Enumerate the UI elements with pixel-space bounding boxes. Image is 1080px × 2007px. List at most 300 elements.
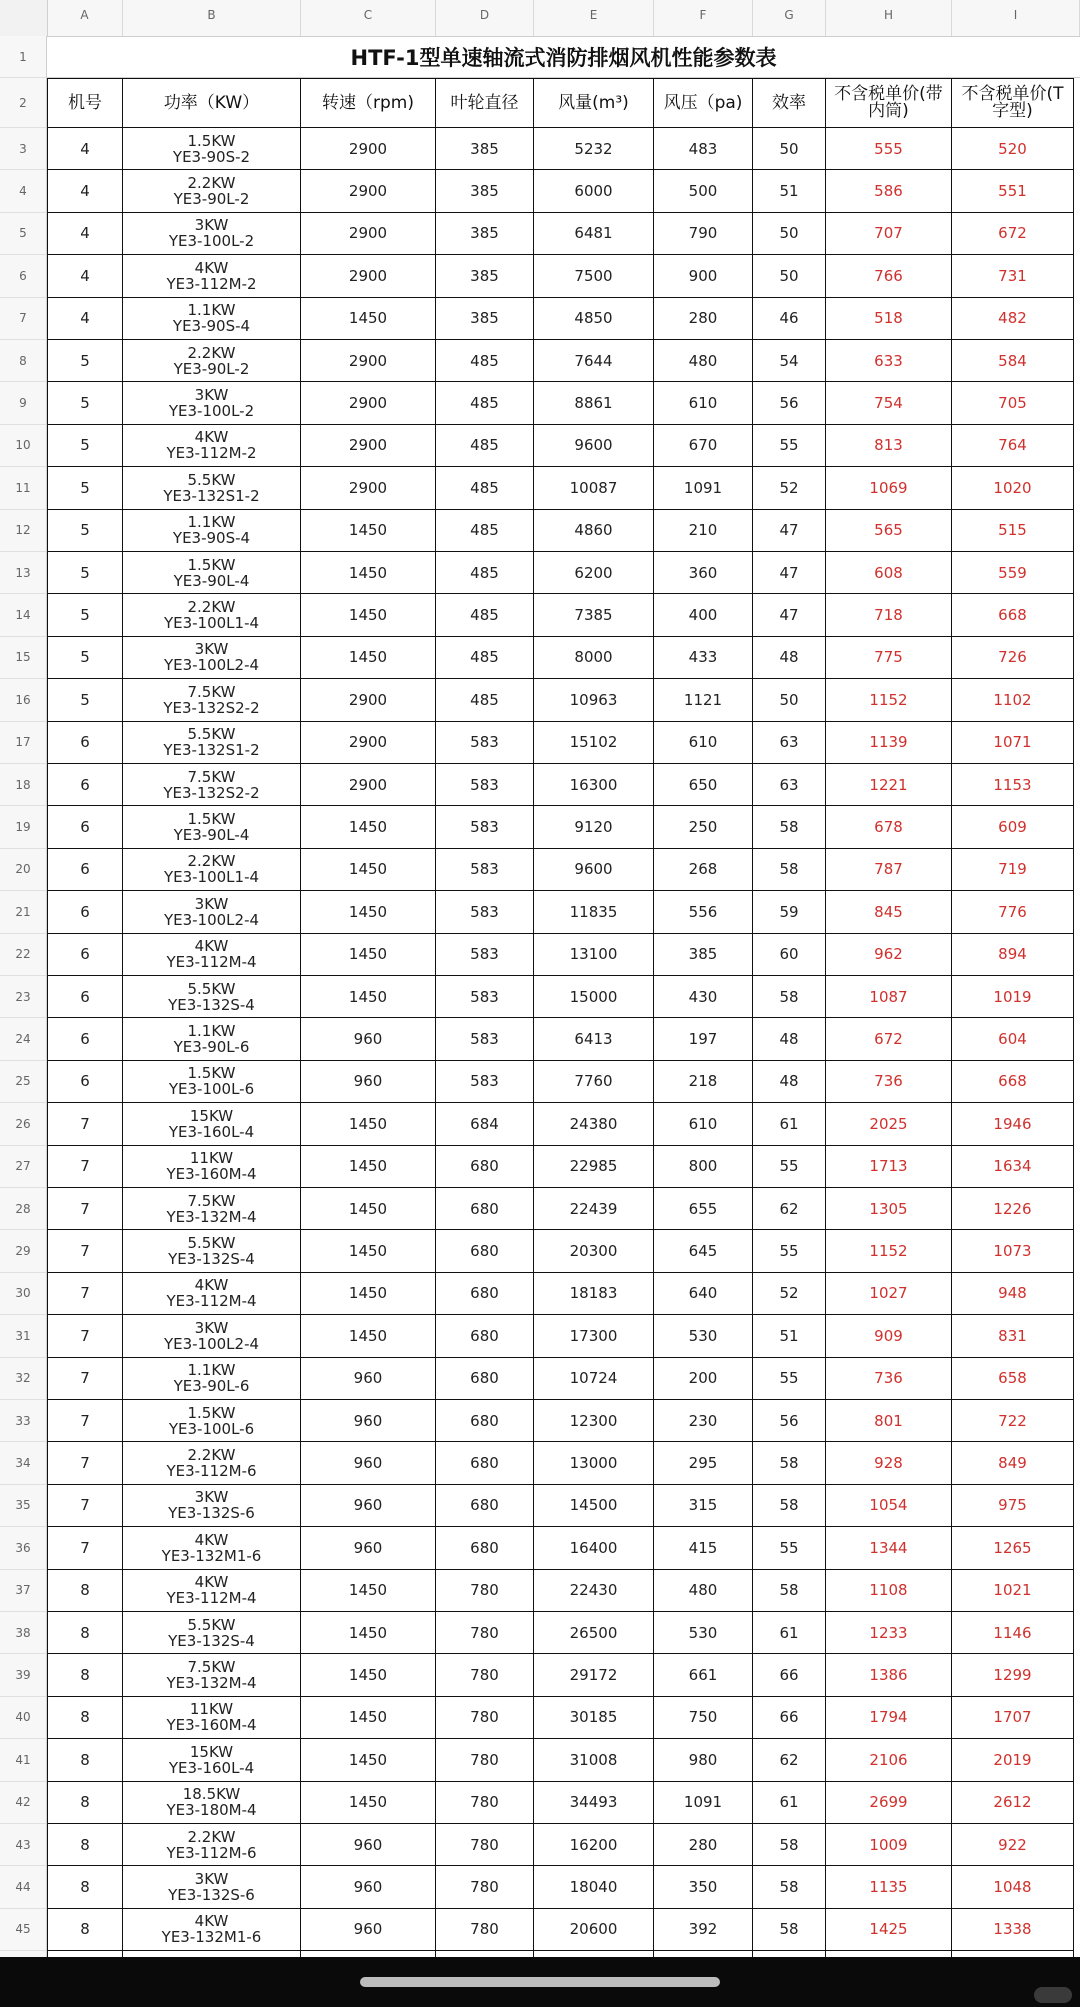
cell-no[interactable]: 6 [47,934,123,976]
cell-efficiency[interactable]: 56 [753,382,826,424]
cell-no[interactable]: 7 [47,1315,123,1357]
cell-rpm[interactable]: 1450 [301,1315,436,1357]
cell-efficiency[interactable]: 66 [753,1654,826,1696]
cell-power[interactable] [123,170,301,212]
row-header[interactable]: 16 [0,679,47,721]
cell-no[interactable]: 8 [47,1866,123,1908]
row-header[interactable]: 22 [0,934,47,976]
cell-efficiency[interactable]: 55 [753,1146,826,1188]
cell-impeller-dia[interactable]: 780 [436,1570,534,1612]
cell-impeller-dia[interactable]: 583 [436,1018,534,1060]
header-cell-price-with-duct[interactable]: 不含税单价(带内筒) [826,78,952,128]
header-cell-price-t-type[interactable]: 不含税单价(T字型) [952,78,1074,128]
cell-price-with-duct[interactable]: 1152 [826,679,952,721]
cell-no[interactable]: 4 [47,213,123,255]
row-header[interactable]: 38 [0,1612,47,1654]
cell-power[interactable] [123,1358,301,1400]
cell-impeller-dia[interactable]: 680 [436,1146,534,1188]
cell-pressure[interactable]: 197 [654,1018,753,1060]
cell-no[interactable]: 6 [47,1061,123,1103]
cell-price-with-duct[interactable]: 565 [826,510,952,552]
cell-airflow[interactable]: 13000 [534,1442,654,1484]
cell-power[interactable] [123,255,301,297]
cell-price-with-duct[interactable]: 909 [826,1315,952,1357]
cell-efficiency[interactable]: 50 [753,679,826,721]
cell-impeller-dia[interactable]: 780 [436,1824,534,1866]
cell-price-with-duct[interactable]: 1087 [826,976,952,1018]
cell-pressure[interactable]: 250 [654,806,753,848]
cell-airflow[interactable]: 10963 [534,679,654,721]
cell-efficiency[interactable]: 51 [753,170,826,212]
cell-impeller-dia[interactable]: 583 [436,891,534,933]
cell-no[interactable]: 7 [47,1400,123,1442]
cell-efficiency[interactable]: 47 [753,594,826,636]
cell-price-with-duct[interactable]: 736 [826,1061,952,1103]
cell-airflow[interactable]: 8000 [534,637,654,679]
cell-price-t-type[interactable]: 731 [952,255,1074,297]
cell-price-t-type[interactable]: 604 [952,1018,1074,1060]
cell-price-t-type[interactable]: 2019 [952,1739,1074,1781]
cell-efficiency[interactable]: 55 [753,1230,826,1272]
cell-price-with-duct[interactable]: 633 [826,340,952,382]
cell-efficiency[interactable]: 52 [753,467,826,509]
cell-impeller-dia[interactable]: 780 [436,1909,534,1951]
cell-price-with-duct[interactable]: 718 [826,594,952,636]
cell-airflow[interactable]: 9120 [534,806,654,848]
row-header[interactable]: 34 [0,1442,47,1484]
header-cell-airflow[interactable]: 风量(m³) [534,78,654,128]
cell-rpm[interactable]: 960 [301,1442,436,1484]
cell-impeller-dia[interactable]: 485 [436,510,534,552]
cell-price-t-type[interactable]: 1634 [952,1146,1074,1188]
cell-efficiency[interactable]: 47 [753,510,826,552]
cell-impeller-dia[interactable]: 680 [436,1315,534,1357]
cell-rpm[interactable]: 1450 [301,594,436,636]
cell-pressure[interactable]: 385 [654,934,753,976]
cell-price-with-duct[interactable]: 1027 [826,1273,952,1315]
cell-power[interactable] [123,1824,301,1866]
gesture-bar-icon[interactable] [360,1977,720,1987]
cell-price-t-type[interactable]: 1019 [952,976,1074,1018]
cell-rpm[interactable]: 2900 [301,467,436,509]
cell-rpm[interactable]: 1450 [301,1612,436,1654]
cell-impeller-dia[interactable]: 684 [436,1103,534,1145]
cell-power[interactable] [123,1782,301,1824]
cell-power[interactable] [123,1315,301,1357]
column-header-I[interactable]: I [952,0,1080,36]
row-header[interactable]: 31 [0,1315,47,1357]
cell-efficiency[interactable]: 58 [753,1485,826,1527]
cell-rpm[interactable]: 1450 [301,1570,436,1612]
cell-no[interactable]: 7 [47,1188,123,1230]
cell-airflow[interactable]: 30185 [534,1697,654,1739]
cell-no[interactable]: 5 [47,594,123,636]
cell-pressure[interactable]: 750 [654,1697,753,1739]
cell-efficiency[interactable]: 58 [753,1442,826,1484]
row-header[interactable]: 17 [0,722,47,764]
cell-airflow[interactable]: 7644 [534,340,654,382]
table-title[interactable]: HTF-1型单速轴流式消防排烟风机性能参数表 [47,36,1080,78]
cell-efficiency[interactable]: 58 [753,976,826,1018]
cell-airflow[interactable]: 6000 [534,170,654,212]
cell-pressure[interactable]: 218 [654,1061,753,1103]
cell-impeller-dia[interactable]: 680 [436,1358,534,1400]
row-header[interactable]: 8 [0,340,47,382]
row-header[interactable]: 1 [0,36,47,78]
cell-rpm[interactable]: 960 [301,1866,436,1908]
cell-price-t-type[interactable]: 584 [952,340,1074,382]
cell-no[interactable]: 5 [47,510,123,552]
cell-efficiency[interactable]: 62 [753,1188,826,1230]
cell-price-with-duct[interactable]: 1139 [826,722,952,764]
cell-price-with-duct[interactable]: 787 [826,849,952,891]
cell-efficiency[interactable]: 48 [753,1061,826,1103]
cell-price-t-type[interactable]: 1707 [952,1697,1074,1739]
cell-rpm[interactable]: 1450 [301,637,436,679]
cell-price-with-duct[interactable]: 801 [826,1400,952,1442]
cell-airflow[interactable]: 12300 [534,1400,654,1442]
cell-impeller-dia[interactable]: 780 [436,1866,534,1908]
cell-power[interactable] [123,806,301,848]
cell-impeller-dia[interactable]: 680 [436,1273,534,1315]
cell-pressure[interactable]: 400 [654,594,753,636]
cell-price-with-duct[interactable]: 672 [826,1018,952,1060]
cell-price-t-type[interactable]: 1020 [952,467,1074,509]
cell-price-with-duct[interactable]: 2106 [826,1739,952,1781]
cell-power[interactable] [123,1654,301,1696]
cell-price-with-duct[interactable]: 1135 [826,1866,952,1908]
cell-no[interactable]: 7 [47,1273,123,1315]
cell-power[interactable] [123,637,301,679]
cell-price-t-type[interactable]: 1048 [952,1866,1074,1908]
cell-price-with-duct[interactable]: 736 [826,1358,952,1400]
cell-pressure[interactable]: 392 [654,1909,753,1951]
cell-power[interactable] [123,934,301,976]
cell-no[interactable]: 8 [47,1654,123,1696]
cell-no[interactable]: 6 [47,849,123,891]
cell-impeller-dia[interactable]: 485 [436,552,534,594]
cell-price-t-type[interactable]: 515 [952,510,1074,552]
cell-pressure[interactable]: 415 [654,1527,753,1569]
cell-price-with-duct[interactable]: 1386 [826,1654,952,1696]
cell-impeller-dia[interactable]: 385 [436,170,534,212]
row-header[interactable]: 21 [0,891,47,933]
cell-efficiency[interactable]: 63 [753,764,826,806]
cell-price-with-duct[interactable]: 707 [826,213,952,255]
cell-rpm[interactable]: 960 [301,1527,436,1569]
cell-power[interactable] [123,1146,301,1188]
cell-price-t-type[interactable]: 1073 [952,1230,1074,1272]
cell-pressure[interactable]: 280 [654,1824,753,1866]
cell-pressure[interactable]: 480 [654,340,753,382]
cell-pressure[interactable]: 661 [654,1654,753,1696]
cell-pressure[interactable]: 483 [654,128,753,170]
row-header[interactable]: 32 [0,1358,47,1400]
cell-rpm[interactable]: 1450 [301,1188,436,1230]
row-header[interactable]: 30 [0,1273,47,1315]
cell-price-with-duct[interactable]: 1305 [826,1188,952,1230]
cell-airflow[interactable]: 7760 [534,1061,654,1103]
cell-no[interactable]: 5 [47,425,123,467]
cell-price-with-duct[interactable]: 754 [826,382,952,424]
row-header[interactable]: 41 [0,1739,47,1781]
cell-power[interactable] [123,722,301,764]
cell-pressure[interactable]: 200 [654,1358,753,1400]
cell-airflow[interactable]: 6200 [534,552,654,594]
cell-airflow[interactable]: 24380 [534,1103,654,1145]
cell-power[interactable] [123,764,301,806]
cell-price-t-type[interactable]: 2612 [952,1782,1074,1824]
cell-impeller-dia[interactable]: 485 [436,382,534,424]
cell-impeller-dia[interactable]: 680 [436,1188,534,1230]
cell-price-with-duct[interactable]: 1233 [826,1612,952,1654]
cell-rpm[interactable]: 1450 [301,1273,436,1315]
cell-price-with-duct[interactable]: 608 [826,552,952,594]
row-header[interactable]: 18 [0,764,47,806]
cell-price-t-type[interactable]: 1226 [952,1188,1074,1230]
row-header[interactable]: 37 [0,1570,47,1612]
cell-rpm[interactable]: 1450 [301,1103,436,1145]
cell-price-t-type[interactable]: 1071 [952,722,1074,764]
cell-price-t-type[interactable]: 722 [952,1400,1074,1442]
cell-price-with-duct[interactable]: 1108 [826,1570,952,1612]
row-header[interactable]: 40 [0,1697,47,1739]
cell-no[interactable]: 6 [47,806,123,848]
cell-price-with-duct[interactable]: 2025 [826,1103,952,1145]
cell-rpm[interactable]: 1450 [301,849,436,891]
cell-efficiency[interactable]: 56 [753,1400,826,1442]
cell-price-t-type[interactable]: 482 [952,298,1074,340]
cell-pressure[interactable]: 650 [654,764,753,806]
cell-rpm[interactable]: 1450 [301,934,436,976]
cell-efficiency[interactable]: 55 [753,1527,826,1569]
cell-price-t-type[interactable]: 1021 [952,1570,1074,1612]
cell-power[interactable] [123,128,301,170]
cell-rpm[interactable]: 1450 [301,1146,436,1188]
cell-impeller-dia[interactable]: 780 [436,1782,534,1824]
cell-power[interactable] [123,1612,301,1654]
cell-airflow[interactable]: 5232 [534,128,654,170]
cell-efficiency[interactable]: 51 [753,1315,826,1357]
cell-impeller-dia[interactable]: 385 [436,213,534,255]
cell-price-t-type[interactable]: 1146 [952,1612,1074,1654]
row-header[interactable]: 19 [0,806,47,848]
cell-pressure[interactable]: 1091 [654,467,753,509]
cell-efficiency[interactable]: 58 [753,1909,826,1951]
cell-power[interactable] [123,1230,301,1272]
cell-airflow[interactable]: 31008 [534,1739,654,1781]
cell-impeller-dia[interactable]: 485 [436,679,534,721]
cell-airflow[interactable]: 8861 [534,382,654,424]
cell-price-with-duct[interactable]: 962 [826,934,952,976]
header-cell-efficiency[interactable]: 效率 [753,78,826,128]
cell-impeller-dia[interactable]: 485 [436,637,534,679]
cell-impeller-dia[interactable]: 583 [436,934,534,976]
cell-price-with-duct[interactable]: 1054 [826,1485,952,1527]
row-header[interactable]: 11 [0,467,47,509]
cell-efficiency[interactable]: 50 [753,128,826,170]
cell-no[interactable]: 6 [47,891,123,933]
cell-pressure[interactable]: 670 [654,425,753,467]
cell-price-with-duct[interactable]: 1344 [826,1527,952,1569]
cell-impeller-dia[interactable]: 583 [436,722,534,764]
cell-no[interactable]: 8 [47,1824,123,1866]
cell-price-with-duct[interactable]: 1069 [826,467,952,509]
cell-airflow[interactable]: 29172 [534,1654,654,1696]
cell-rpm[interactable]: 2900 [301,722,436,764]
cell-efficiency[interactable]: 48 [753,637,826,679]
cell-efficiency[interactable]: 58 [753,1866,826,1908]
cell-rpm[interactable]: 2900 [301,340,436,382]
cell-impeller-dia[interactable]: 583 [436,1061,534,1103]
header-cell-power[interactable]: 功率（KW） [123,78,301,128]
cell-airflow[interactable]: 4850 [534,298,654,340]
cell-airflow[interactable]: 10087 [534,467,654,509]
cell-airflow[interactable]: 9600 [534,425,654,467]
cell-no[interactable]: 6 [47,976,123,1018]
cell-no[interactable]: 7 [47,1485,123,1527]
cell-efficiency[interactable]: 50 [753,213,826,255]
cell-no[interactable]: 5 [47,340,123,382]
cell-impeller-dia[interactable]: 485 [436,594,534,636]
row-header[interactable]: 3 [0,128,47,170]
cell-price-t-type[interactable]: 705 [952,382,1074,424]
cell-efficiency[interactable]: 58 [753,806,826,848]
cell-price-t-type[interactable]: 719 [952,849,1074,891]
cell-price-with-duct[interactable]: 586 [826,170,952,212]
cell-price-with-duct[interactable]: 928 [826,1442,952,1484]
cell-pressure[interactable]: 610 [654,722,753,764]
row-header[interactable]: 24 [0,1018,47,1060]
cell-efficiency[interactable]: 58 [753,1824,826,1866]
cell-impeller-dia[interactable]: 680 [436,1230,534,1272]
cell-no[interactable]: 5 [47,679,123,721]
header-cell-impeller-dia[interactable]: 叶轮直径 [436,78,534,128]
cell-no[interactable]: 6 [47,764,123,806]
row-header[interactable]: 43 [0,1824,47,1866]
cell-airflow[interactable]: 17300 [534,1315,654,1357]
row-header[interactable]: 9 [0,382,47,424]
cell-airflow[interactable]: 6413 [534,1018,654,1060]
cell-airflow[interactable]: 7500 [534,255,654,297]
select-all-corner[interactable] [0,0,48,36]
cell-airflow[interactable]: 18040 [534,1866,654,1908]
cell-rpm[interactable]: 960 [301,1824,436,1866]
cell-price-with-duct[interactable]: 1221 [826,764,952,806]
cell-power[interactable] [123,1103,301,1145]
cell-no[interactable]: 7 [47,1527,123,1569]
cell-no[interactable]: 6 [47,1018,123,1060]
cell-power[interactable] [123,1866,301,1908]
cell-pressure[interactable]: 1091 [654,1782,753,1824]
cell-no[interactable]: 5 [47,382,123,424]
cell-impeller-dia[interactable]: 680 [436,1527,534,1569]
cell-price-t-type[interactable]: 668 [952,1061,1074,1103]
cell-impeller-dia[interactable]: 680 [436,1442,534,1484]
cell-efficiency[interactable]: 66 [753,1697,826,1739]
cell-power[interactable] [123,891,301,933]
cell-airflow[interactable]: 10724 [534,1358,654,1400]
cell-airflow[interactable]: 4860 [534,510,654,552]
cell-rpm[interactable]: 960 [301,1909,436,1951]
row-header[interactable]: 2 [0,78,47,128]
cell-pressure[interactable]: 655 [654,1188,753,1230]
cell-impeller-dia[interactable]: 680 [436,1400,534,1442]
cell-pressure[interactable]: 800 [654,1146,753,1188]
cell-price-t-type[interactable]: 672 [952,213,1074,255]
cell-price-t-type[interactable]: 849 [952,1442,1074,1484]
cell-no[interactable]: 8 [47,1570,123,1612]
cell-price-t-type[interactable]: 559 [952,552,1074,594]
cell-pressure[interactable]: 280 [654,298,753,340]
cell-no[interactable]: 8 [47,1697,123,1739]
cell-power[interactable] [123,382,301,424]
cell-no[interactable]: 8 [47,1612,123,1654]
cell-power[interactable] [123,849,301,891]
cell-price-t-type[interactable]: 975 [952,1485,1074,1527]
cell-price-with-duct[interactable]: 845 [826,891,952,933]
cell-price-with-duct[interactable]: 555 [826,128,952,170]
cell-rpm[interactable]: 1450 [301,1654,436,1696]
cell-power[interactable] [123,1018,301,1060]
cell-power[interactable] [123,1273,301,1315]
cell-price-t-type[interactable]: 658 [952,1358,1074,1400]
cell-no[interactable]: 7 [47,1358,123,1400]
column-header-D[interactable]: D [436,0,534,36]
row-header[interactable]: 28 [0,1188,47,1230]
cell-airflow[interactable]: 26500 [534,1612,654,1654]
row-header[interactable]: 13 [0,552,47,594]
cell-rpm[interactable]: 2900 [301,255,436,297]
row-header[interactable]: 36 [0,1527,47,1569]
cell-airflow[interactable]: 11835 [534,891,654,933]
cell-no[interactable]: 7 [47,1442,123,1484]
cell-pressure[interactable]: 268 [654,849,753,891]
row-header[interactable]: 44 [0,1866,47,1908]
cell-power[interactable] [123,1739,301,1781]
cell-efficiency[interactable]: 58 [753,849,826,891]
cell-rpm[interactable]: 960 [301,1018,436,1060]
cell-impeller-dia[interactable]: 385 [436,255,534,297]
cell-power[interactable] [123,1570,301,1612]
cell-airflow[interactable]: 6481 [534,213,654,255]
cell-price-with-duct[interactable]: 2699 [826,1782,952,1824]
cell-price-with-duct[interactable]: 1713 [826,1146,952,1188]
cell-airflow[interactable]: 16300 [534,764,654,806]
cell-rpm[interactable]: 2900 [301,170,436,212]
cell-rpm[interactable]: 1450 [301,1782,436,1824]
cell-power[interactable] [123,340,301,382]
column-header-F[interactable]: F [654,0,753,36]
row-header[interactable]: 33 [0,1400,47,1442]
cell-pressure[interactable]: 315 [654,1485,753,1527]
cell-pressure[interactable]: 430 [654,976,753,1018]
cell-rpm[interactable]: 960 [301,1061,436,1103]
row-header[interactable]: 4 [0,170,47,212]
cell-price-with-duct[interactable]: 1794 [826,1697,952,1739]
cell-impeller-dia[interactable]: 780 [436,1654,534,1696]
cell-rpm[interactable]: 2900 [301,764,436,806]
header-cell-pressure[interactable]: 风压（pa) [654,78,753,128]
cell-rpm[interactable]: 1450 [301,298,436,340]
cell-price-t-type[interactable]: 1102 [952,679,1074,721]
cell-airflow[interactable]: 18183 [534,1273,654,1315]
cell-efficiency[interactable]: 55 [753,425,826,467]
cell-airflow[interactable]: 14500 [534,1485,654,1527]
cell-efficiency[interactable]: 54 [753,340,826,382]
cell-price-t-type[interactable]: 894 [952,934,1074,976]
header-cell-rpm[interactable]: 转速（rpm) [301,78,436,128]
